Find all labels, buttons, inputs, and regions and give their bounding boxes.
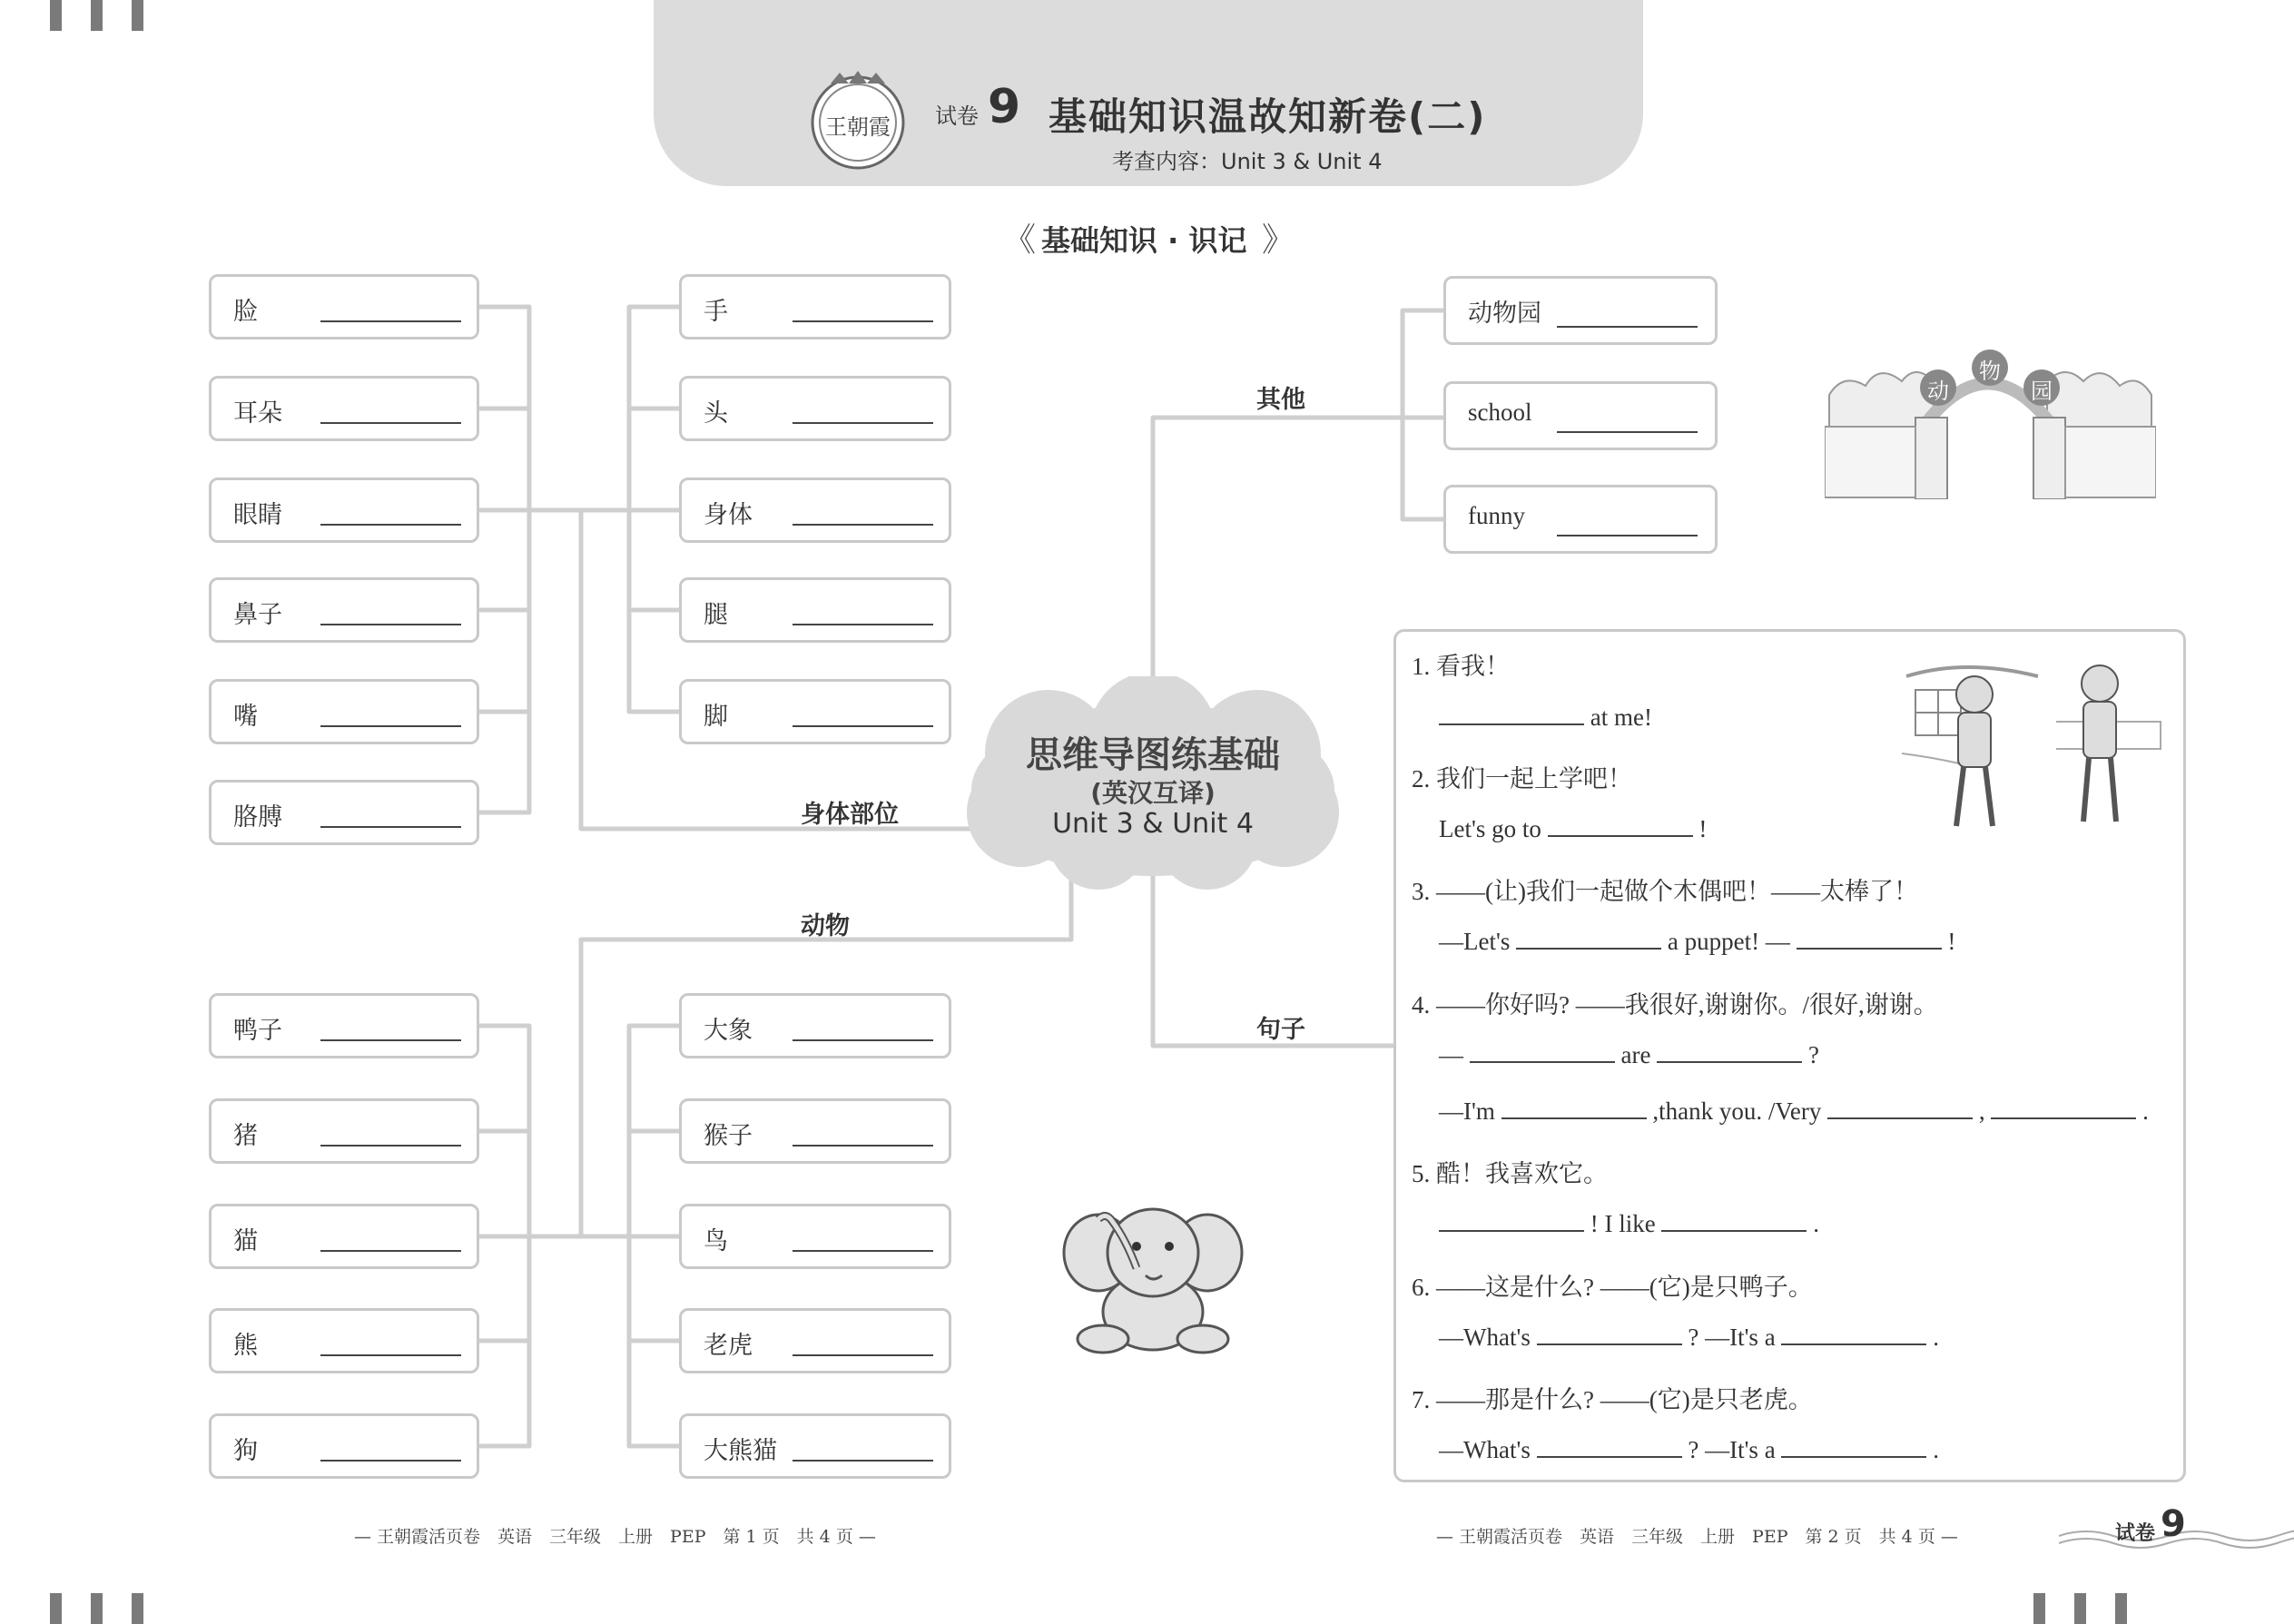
sentence-text: . (2142, 1097, 2149, 1125)
sentence-text: Let's go to (1439, 815, 1541, 842)
sentence-text: —I'm (1439, 1097, 1495, 1125)
kids-illustration (1902, 658, 2165, 835)
vocab-item (679, 376, 951, 441)
sentence-6-en (1439, 1324, 1939, 1352)
sentence-text: ? —It's a (1688, 1324, 1776, 1351)
answer-blank[interactable] (793, 1460, 933, 1462)
answer-blank[interactable] (1661, 1210, 1807, 1232)
answer-blank[interactable] (1797, 928, 1942, 950)
sentence-text: — (1439, 1041, 1463, 1068)
answer-blank[interactable] (1439, 704, 1584, 725)
vocab-item (209, 577, 479, 643)
vocab-label: 大熊猫 (704, 1437, 777, 1464)
footer-paper-number: 9 (2161, 1503, 2186, 1545)
sentence-text: ,thank you. /Very (1652, 1097, 1822, 1125)
answer-blank[interactable] (1501, 1097, 1647, 1119)
vocab-label: 身体 (704, 501, 753, 528)
sentence-7-cn: 7. ——那是什么? ——(它)是只老虎。 (1412, 1386, 1813, 1413)
zoo-sign-char: 物 (1979, 359, 2001, 384)
answer-blank[interactable] (1657, 1041, 1802, 1063)
vocab-label: 头 (704, 399, 728, 427)
answer-blank[interactable] (793, 725, 933, 727)
vocab-label: funny (1468, 502, 1525, 529)
answer-blank[interactable] (793, 624, 933, 625)
sentence-3-en (1439, 928, 1955, 956)
vocab-item (679, 274, 951, 340)
sentence-4-cn: 4. ——你好吗? ——我很好,谢谢你。/很好,谢谢。 (1412, 991, 1938, 1019)
sentence-1-cn: 1. 看我！ (1412, 653, 1510, 680)
section-bracket-right: 》 (1262, 221, 1295, 259)
answer-blank[interactable] (793, 1039, 933, 1041)
zoo-sign-char: 动 (1927, 379, 1949, 404)
vocab-item (209, 679, 479, 744)
answer-blank[interactable] (320, 725, 461, 727)
answer-blank[interactable] (1557, 326, 1698, 328)
vocab-label: school (1468, 399, 1532, 426)
center-units: Unit 3 & Unit 4 (1052, 808, 1254, 840)
vocab-item (679, 1308, 951, 1373)
sentence-text: . (1933, 1324, 1939, 1351)
sentence-6-cn: 6. ——这是什么? ——(它)是只鸭子。 (1412, 1274, 1813, 1301)
sentence-text: ! (1947, 928, 1956, 955)
vocab-label: 腿 (704, 601, 728, 628)
answer-blank[interactable] (1548, 815, 1693, 837)
vocab-label: 大象 (704, 1017, 753, 1044)
sentence-text: —Let's (1439, 928, 1511, 955)
vocab-item (679, 1204, 951, 1269)
zoo-sign-char: 园 (2031, 379, 2053, 404)
vocab-label: 胳膊 (233, 803, 282, 831)
vocab-item (209, 274, 479, 340)
elephant-illustration (1062, 1185, 1244, 1357)
vocab-item (1443, 485, 1718, 554)
vocab-label: 熊 (233, 1332, 258, 1359)
logo-text: 王朝霞 (825, 114, 891, 140)
vocab-item (1443, 276, 1718, 345)
vocab-label: 耳朵 (233, 399, 282, 427)
vocab-item (209, 1308, 479, 1373)
sentence-5-cn: 5. 酷！我喜欢它。 (1412, 1160, 1608, 1187)
center-subtitle: (英汉互译) (1090, 778, 1216, 808)
sentence-4-en-answer (1439, 1097, 2149, 1126)
sentence-text: ! I like (1590, 1210, 1656, 1237)
answer-blank[interactable] (1537, 1324, 1682, 1345)
vocab-item (679, 679, 951, 744)
sentence-text: . (1933, 1436, 1939, 1463)
answer-blank[interactable] (793, 1145, 933, 1147)
vocab-item (209, 993, 479, 1058)
answer-blank[interactable] (1991, 1097, 2136, 1119)
sentence-text: —What's (1439, 1436, 1531, 1463)
footer-left: — 王朝霞活页卷 英语 三年级 上册 PEP 第 1 页 共 4 页 — (354, 1527, 876, 1547)
sentence-2-cn: 2. 我们一起上学吧！ (1412, 765, 1632, 792)
footer-right: — 王朝霞活页卷 英语 三年级 上册 PEP 第 2 页 共 4 页 — (1436, 1527, 1958, 1547)
center-title: 思维导图练基础 (1026, 734, 1280, 776)
answer-blank[interactable] (320, 320, 461, 322)
page-title: 基础知识温故知新卷(二) (1049, 94, 1487, 139)
section-title: 基础知识 · 识记 (1041, 223, 1247, 258)
vocab-item (209, 376, 479, 441)
footer-paper-label: 试卷 (2115, 1522, 2156, 1545)
vocab-item (209, 1413, 479, 1479)
branch-animals: 动物 (801, 912, 850, 940)
vocab-item (679, 993, 951, 1058)
vocab-label: 猫 (233, 1227, 258, 1255)
vocab-label: 鸟 (704, 1227, 728, 1255)
vocab-item (679, 1413, 951, 1479)
branch-other: 其他 (1256, 386, 1305, 414)
sentence-text: ? (1807, 1041, 1819, 1068)
vocab-label: 猴子 (704, 1122, 753, 1149)
vocab-label: 脸 (233, 298, 258, 325)
paper-label: 试卷 (935, 103, 979, 129)
vocab-label: 鼻子 (233, 601, 282, 628)
answer-blank[interactable] (320, 1145, 461, 1147)
answer-blank[interactable] (1439, 1210, 1584, 1232)
sentence-text: ? —It's a (1688, 1436, 1776, 1463)
vocab-item (209, 1204, 479, 1269)
vocab-label: 脚 (704, 703, 728, 730)
sentence-2-en (1439, 815, 1707, 843)
answer-blank[interactable] (320, 524, 461, 526)
answer-blank[interactable] (1516, 928, 1661, 950)
page-subtitle: 考查内容：Unit 3 & Unit 4 (1112, 149, 1383, 174)
vocab-item (679, 477, 951, 543)
branch-sentences: 句子 (1256, 1016, 1305, 1044)
vocab-label: 动物园 (1468, 300, 1541, 327)
answer-blank[interactable] (793, 1354, 933, 1356)
answer-blank[interactable] (320, 1039, 461, 1041)
sentence-text: at me! (1590, 704, 1652, 731)
section-bracket-left: 《 (1003, 221, 1037, 259)
answer-blank[interactable] (320, 1354, 461, 1356)
sentence-1-en (1439, 704, 1652, 732)
answer-blank[interactable] (1827, 1097, 1973, 1119)
vocab-item (209, 780, 479, 845)
answer-blank[interactable] (1557, 535, 1698, 536)
sentence-text: —What's (1439, 1324, 1531, 1351)
sentence-4-en-question (1439, 1041, 1819, 1069)
sentence-3-cn: 3. ——(让)我们一起做个木偶吧！——太棒了！ (1412, 878, 1918, 905)
vocab-label: 鸭子 (233, 1017, 282, 1044)
answer-blank[interactable] (793, 320, 933, 322)
answer-blank[interactable] (1557, 431, 1698, 433)
sentence-text: ! (1698, 815, 1708, 842)
vocab-item (1443, 381, 1718, 450)
answer-blank[interactable] (320, 624, 461, 625)
paper-number: 9 (988, 80, 1021, 134)
vocab-label: 嘴 (233, 703, 258, 730)
sentence-5-en (1439, 1210, 1819, 1238)
sentence-text: a puppet! — (1667, 928, 1790, 955)
vocab-label: 手 (704, 298, 728, 325)
answer-blank[interactable] (320, 422, 461, 424)
answer-blank[interactable] (1781, 1324, 1926, 1345)
answer-blank[interactable] (320, 826, 461, 828)
vocab-item (679, 1098, 951, 1164)
branch-body: 身体部位 (801, 801, 899, 829)
zoo-gate-illustration (1825, 340, 2156, 499)
vocab-label: 猪 (233, 1122, 258, 1149)
vocab-item (209, 477, 479, 543)
answer-blank[interactable] (793, 1250, 933, 1252)
answer-blank[interactable] (1781, 1436, 1926, 1458)
sentence-text: . (1813, 1210, 1819, 1237)
sentence-7-en (1439, 1436, 1939, 1464)
vocab-item (209, 1098, 479, 1164)
answer-blank[interactable] (320, 1250, 461, 1252)
answer-blank[interactable] (793, 524, 933, 526)
vocab-label: 眼睛 (233, 501, 282, 528)
vocab-label: 老虎 (704, 1332, 753, 1359)
sentence-text: are (1620, 1041, 1651, 1068)
answer-blank[interactable] (1537, 1436, 1682, 1458)
answer-blank[interactable] (320, 1460, 461, 1462)
vocab-label: 狗 (233, 1437, 258, 1464)
answer-blank[interactable] (793, 422, 933, 424)
vocab-item (679, 577, 951, 643)
sentence-text: , (1978, 1097, 1985, 1125)
answer-blank[interactable] (1470, 1041, 1615, 1063)
